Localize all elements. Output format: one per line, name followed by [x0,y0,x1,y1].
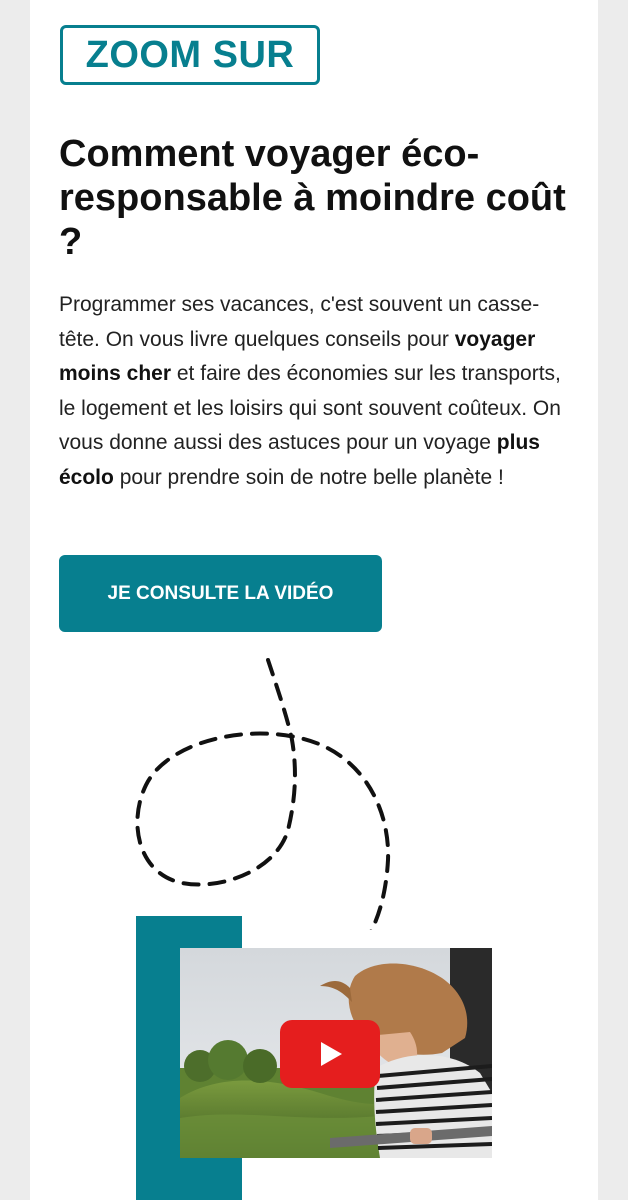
watch-video-button-label: JE CONSULTE LA VIDÉO [107,582,334,604]
article-title: Comment voyager éco-responsable à moindre coût ? [59,133,566,263]
watch-video-button[interactable] [59,555,382,632]
article-body-emphasis: voyager moins cher [59,327,536,385]
article-body-text: pour prendre soin de notre belle planète ! [113,465,504,489]
zoom-sur-badge [60,25,320,85]
play-button[interactable] [280,1020,380,1088]
dashed-travel-path-illustration [30,640,598,930]
play-icon [315,1039,345,1069]
article-body-text: et faire des économies sur les transports, le logement et les loisirs qui sont souvent coûteux. On vous donne aussi des astuces pour un voyage [59,362,561,454]
article-body-emphasis: plus écolo [59,431,540,489]
video-thumbnail[interactable] [180,948,492,1158]
article-body [59,288,579,495]
article-card [30,0,598,1200]
article-body-text: Programmer ses vacances, c'est souvent un casse-tête. On vous livre quelques conseils pour [59,293,540,351]
badge-label: ZOOM SUR [85,33,295,76]
